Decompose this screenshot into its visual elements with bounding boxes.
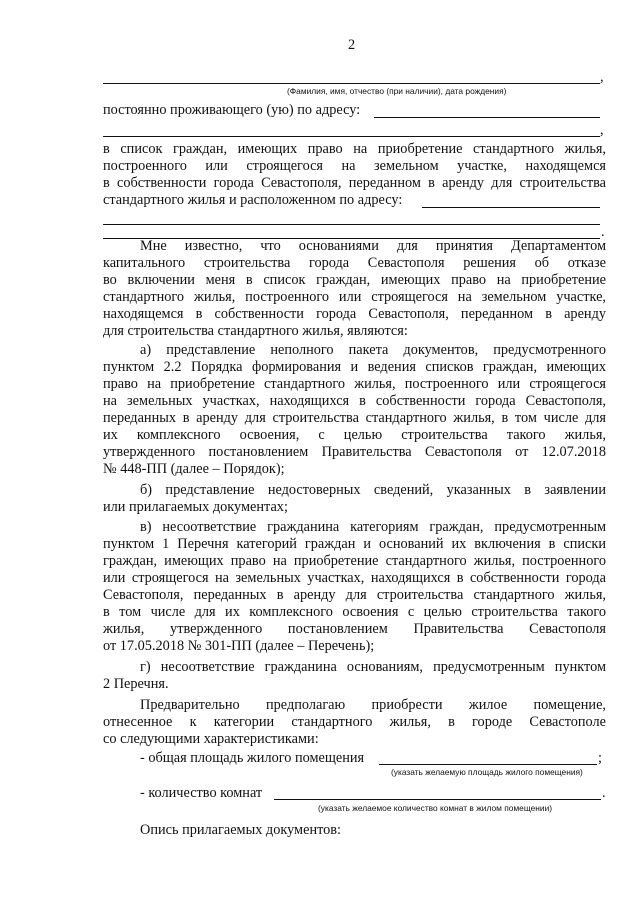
address-underline-2 — [103, 136, 600, 137]
item-a-line: их комплексного освоения, с целью строительства такого жилья, — [103, 427, 606, 443]
item-a-line: утвержденного постановлением Правительства Севастополя от 12.07.2018 — [103, 444, 606, 460]
preference-line: Предварительно предполагаю приобрести жилое помещение, — [140, 697, 606, 713]
item-v-line: граждан, имеющих право на приобретение стандартного жилья, построенного — [103, 553, 606, 569]
rooms-label: - количество комнат — [140, 785, 263, 801]
intro-line-3: в собственности города Севастополя, переданном в аренду для строительства — [103, 175, 606, 191]
area-underline[interactable] — [379, 764, 597, 765]
site-period: . — [601, 224, 605, 240]
intro-line-4: стандартного жилья и расположенном по адресу: — [103, 192, 403, 208]
area-label: - общая площадь жилого помещения — [140, 750, 365, 766]
item-v-line: Севастополя, переданных в аренду для строительства стандартного жилья, — [103, 587, 606, 603]
item-v-line: или строящегося на земельных участках, находящихся в собственности города — [103, 570, 606, 586]
item-v-line: в том числе для их комплексного освоения с целью строительства такого — [103, 604, 606, 620]
preference-line: отнесенное к категории стандартного жилья, в городе Севастополе — [103, 714, 606, 730]
name-underline — [103, 83, 600, 84]
body-line: во включении меня в список граждан, имеющих право на приобретение — [103, 272, 606, 288]
address-comma: , — [600, 122, 604, 138]
area-caption: (указать желаемую площадь жилого помещения) — [391, 767, 583, 777]
item-v-line: жилья, утвержденного постановлением Правительства Севастополя — [103, 621, 606, 637]
item-a-line: а) представление неполного пакета документов, предусмотренного — [140, 342, 606, 358]
rooms-end: . — [602, 785, 606, 801]
item-b-line: б) представление недостоверных сведений, указанных в заявлении — [140, 482, 606, 498]
intro-line-2: построенного или строящегося на земельном участке, находящемся — [103, 158, 606, 174]
rooms-caption: (указать желаемое количество комнат в жилом помещении) — [318, 803, 553, 813]
item-a-line: № 448-ПП (далее – Порядок); — [103, 461, 285, 477]
attachments-title: Опись прилагаемых документов: — [140, 822, 342, 838]
item-a-line: пунктом 2.2 Порядка формирования и ведения списков граждан, имеющих — [103, 359, 606, 375]
item-a-line: на земельных участках, находящихся в собственности города Севастополя, — [103, 393, 606, 409]
intro-line-1: в список граждан, имеющих право на приобретение стандартного жилья, — [103, 141, 606, 157]
body-line: Мне известно, что основаниями для принятия Департаментом — [140, 238, 606, 254]
address-underline-1 — [374, 117, 600, 118]
item-a-line: право на приобретение стандартного жилья, построенного или строящегося — [103, 376, 606, 392]
item-v-line: в) несоответствие гражданина категориям граждан, предусмотренным — [140, 519, 606, 535]
item-g-line: 2 Перечня. — [103, 676, 169, 692]
name-caption: (Фамилия, имя, отчество (при наличии), дата рождения) — [287, 86, 507, 96]
site-underline-1 — [422, 207, 600, 208]
preference-line: со следующими характеристиками: — [103, 731, 319, 747]
item-v-line: пунктом 1 Перечня категорий граждан и оснований их включения в списки — [103, 536, 606, 552]
body-line: стандартного жилья, построенного или строящегося на земельном участке, — [103, 289, 606, 305]
address-label: постоянно проживающего (ую) по адресу: — [103, 102, 361, 118]
item-b-line: или прилагаемых документах; — [103, 499, 288, 515]
rooms-underline[interactable] — [274, 799, 601, 800]
item-a-line: переданных в аренду для строительства стандартного жилья, в том числе для — [103, 410, 606, 426]
body-line: капитального строительства города Севастополя решения об отказе — [103, 255, 606, 271]
name-comma: , — [600, 69, 604, 85]
site-underline-2 — [103, 224, 600, 225]
item-g-line: г) несоответствие гражданина основаниям, предусмотренным пунктом — [140, 659, 606, 675]
page-number: 2 — [348, 37, 356, 53]
body-line: находящемся в собственности города Севастополя, переданном в аренду — [103, 306, 606, 322]
area-end: ; — [598, 750, 602, 766]
body-line: для строительства стандартного жилья, являются: — [103, 323, 408, 339]
item-v-line: от 17.05.2018 № 301-ПП (далее – Перечень); — [103, 638, 375, 654]
